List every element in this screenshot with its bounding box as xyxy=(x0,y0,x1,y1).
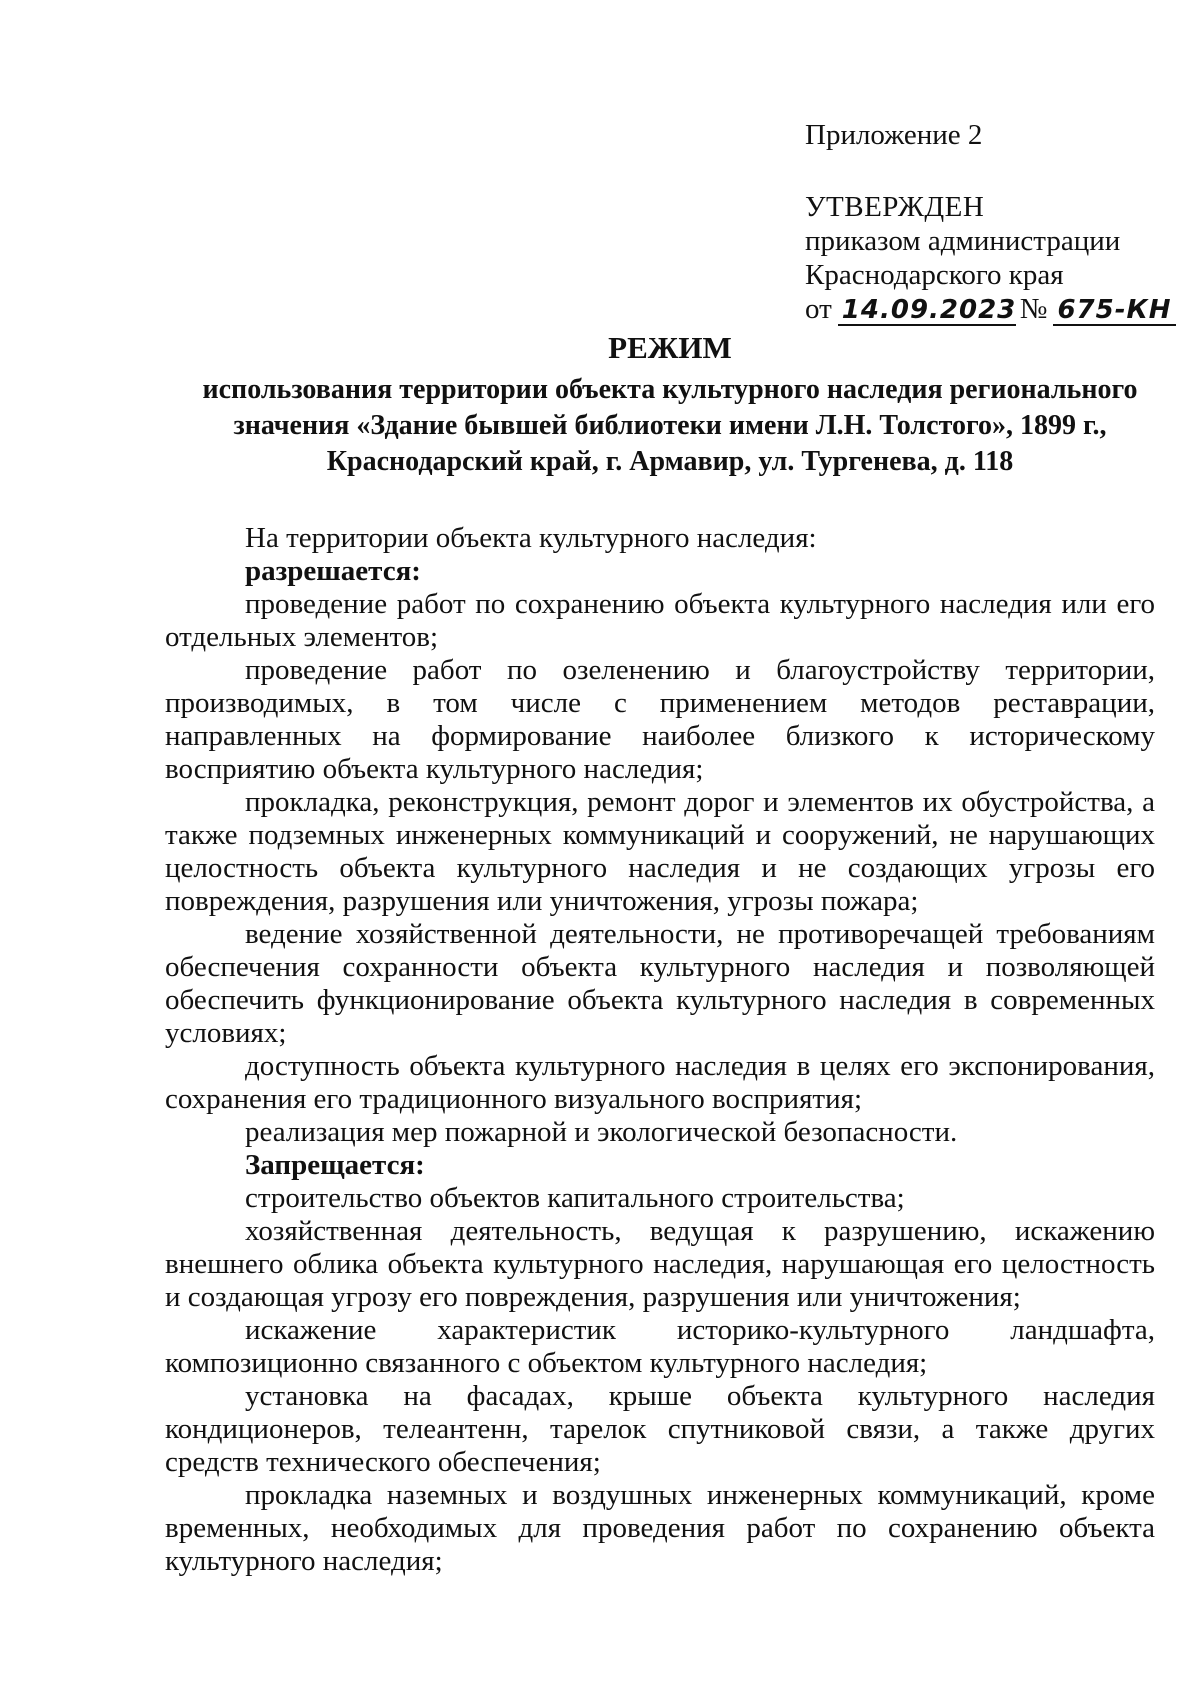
number-label: № xyxy=(1019,293,1048,325)
approval-line-1: приказом администрации xyxy=(805,225,1121,257)
allowed-item: прокладка, реконструкция, ремонт дорог и элементов их обустройства, а также подземных инженерных коммуникаций и сооружений, не нарушающих целостность объекта культурного наследия и не создающих угрозы его повреждения, разрушения или уничтожения, угрозы пожара; xyxy=(165,786,1155,917)
allowed-heading: разрешается: xyxy=(245,555,421,587)
handwritten-number: 675-КН xyxy=(1053,296,1175,326)
intro-paragraph: На территории объекта культурного наследия: xyxy=(245,522,817,554)
document-title: РЕЖИМ xyxy=(608,330,732,365)
prohibited-item: прокладка наземных и воздушных инженерных коммуникаций, кроме временных, необходимых для проведения работ по сохранению объекта культурного наследия; xyxy=(165,1479,1155,1577)
prohibited-item: хозяйственная деятельность, ведущая к разрушению, искажению внешнего облика объекта культурного наследия, нарушающая его целостность и создающая угрозу его повреждения, разрушения или уничтожения; xyxy=(165,1215,1155,1313)
handwritten-date: 14.09.2023 xyxy=(838,296,1016,326)
prohibited-item: строительство объектов капитального строительства; xyxy=(245,1182,905,1214)
allowed-item: реализация мер пожарной и экологической безопасности. xyxy=(245,1116,958,1148)
prohibited-item: искажение характеристик историко-культурного ландшафта, композиционно связанного с объектом культурного наследия; xyxy=(165,1314,1155,1379)
document-body xyxy=(165,522,1155,1578)
from-label: от xyxy=(805,293,832,325)
allowed-item: ведение хозяйственной деятельности, не противоречащей требованиям обеспечения сохранности объекта культурного наследия и позволяющей обеспечить функционирование объекта культурного наследия в современных условиях; xyxy=(165,918,1155,1049)
document-subtitle: использования территории объекта культурного наследия регионального значения «Здание бывшей библиотеки имени Л.Н. Толстого», 1899 г., Краснодарский край, г. Армавир, ул. Тургенева, д. 118 xyxy=(202,374,1138,477)
approval-block xyxy=(805,118,1172,326)
allowed-item: проведение работ по озеленению и благоустройству территории, производимых, в том числе с применением методов реставрации, направленных на формирование наиболее близкого к историческому восприятию объекта культурного наследия; xyxy=(165,654,1155,785)
prohibited-item: установка на фасадах, крыше объекта культурного наследия кондиционеров, телеантенн, тарелок спутниковой связи, а также других средств технического обеспечения; xyxy=(165,1380,1155,1478)
allowed-item: проведение работ по сохранению объекта культурного наследия или его отдельных элементов; xyxy=(165,588,1155,653)
approval-date-row xyxy=(805,292,1172,326)
title-block xyxy=(190,330,1150,480)
allowed-item: доступность объекта культурного наследия в целях его экспонирования, сохранения его традиционного визуального восприятия; xyxy=(165,1050,1155,1115)
annex-label: Приложение 2 xyxy=(805,119,983,151)
approved-label: УТВЕРЖДЕН xyxy=(805,191,985,223)
approval-line-2: Краснодарского края xyxy=(805,259,1064,291)
prohibited-heading: Запрещается: xyxy=(245,1149,425,1181)
